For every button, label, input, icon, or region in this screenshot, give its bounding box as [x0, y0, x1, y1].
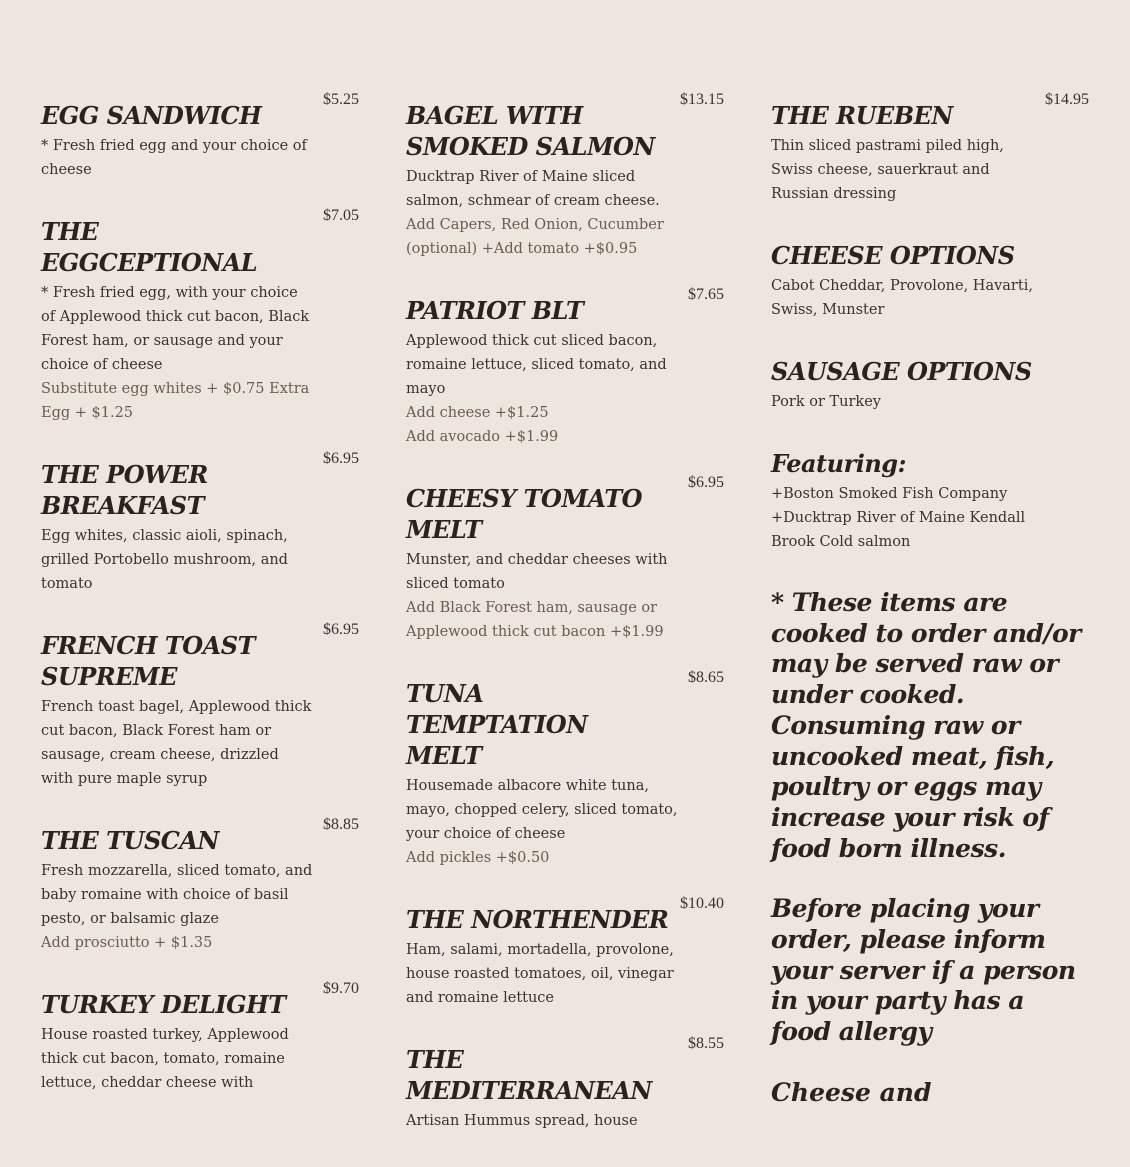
item-name: THE MEDITERRANEAN — [406, 1045, 652, 1105]
menu-item — [41, 91, 359, 182]
item-description: French toast bagel, Applewood thick cut bacon, Black Forest ham or sausage, cream cheese, drizzled with pure maple syrup — [41, 699, 312, 787]
menu-item — [41, 621, 359, 791]
item-name: TUNA TEMPTATION MELT — [406, 679, 588, 770]
item-name: THE POWER BREAKFAST — [41, 460, 208, 520]
item-price: $7.65 — [688, 286, 724, 303]
item-description: * Fresh fried egg and your choice of cheese — [41, 138, 307, 178]
item-price: $13.15 — [680, 91, 724, 108]
allergy-notice: Before placing your order, please inform your server if a person in your party has a food allergy — [771, 894, 1076, 1047]
featuring-title: Featuring: — [771, 449, 906, 478]
item-addon: Substitute egg whites + $0.75 Extra Egg + $1.25 — [41, 381, 310, 421]
raw-food-warning: * These items are cooked to order and/or may be served raw or under cooked. Consuming raw or uncooked meat, fish, poultry or eggs may increase your risk of food born illness. — [771, 588, 1081, 863]
item-description: Thin sliced pastrami piled high, Swiss cheese, sauerkraut and Russian dressing — [771, 138, 1004, 202]
menu-item — [406, 1035, 724, 1133]
menu-item — [41, 980, 359, 1095]
item-name: FRENCH TOAST SUPREME — [41, 631, 255, 691]
item-description: Ducktrap River of Maine sliced salmon, schmear of cream cheese. — [406, 169, 660, 209]
item-addon: Add pickles +$0.50 — [406, 850, 550, 866]
item-addon: Add avocado +$1.99 — [406, 429, 559, 445]
item-description: Housemade albacore white tuna, mayo, chopped celery, sliced tomato, your choice of cheese — [406, 778, 678, 842]
item-addon: Add prosciutto + $1.35 — [41, 935, 213, 951]
menu-item — [41, 450, 359, 596]
item-price: $8.55 — [688, 1035, 724, 1052]
item-name: THE RUEBEN — [771, 101, 953, 130]
item-description: Munster, and cheddar cheeses with sliced tomato — [406, 552, 668, 592]
item-description: Egg whites, classic aioli, spinach, grilled Portobello mushroom, and tomato — [41, 528, 288, 592]
menu-item — [406, 286, 724, 449]
item-name: TURKEY DELIGHT — [41, 990, 286, 1019]
item-description: Applewood thick cut sliced bacon, romaine lettuce, sliced tomato, and mayo — [406, 333, 667, 397]
item-description: Ham, salami, mortadella, provolone, house roasted tomatoes, oil, vinegar and romaine lettuce — [406, 942, 674, 1006]
item-price: $6.95 — [323, 621, 359, 638]
option-description: Cabot Cheddar, Provolone, Havarti, Swiss, Munster — [771, 278, 1033, 318]
item-description: House roasted turkey, Applewood thick cut bacon, tomato, romaine lettuce, cheddar cheese with — [41, 1027, 289, 1091]
item-price: $14.95 — [1045, 91, 1089, 108]
menu-item — [41, 816, 359, 955]
menu-item — [406, 895, 724, 1010]
item-description: Fresh mozzarella, sliced tomato, and baby romaine with choice of basil pesto, or balsamic glaze — [41, 863, 313, 927]
item-name: THE NORTHENDER — [406, 905, 669, 934]
item-name: CHEESY TOMATO MELT — [406, 484, 643, 544]
option-title: CHEESE OPTIONS — [771, 241, 1015, 270]
menu-column-1 — [41, 91, 359, 1129]
item-addon: Add Black Forest ham, sausage or Applewood thick cut bacon +$1.99 — [406, 600, 664, 640]
featuring-description: +Boston Smoked Fish Company +Ducktrap River of Maine Kendall Brook Cold salmon — [771, 486, 1026, 550]
item-addon: Add Capers, Red Onion, Cucumber (optional) +Add tomato +$0.95 — [406, 217, 664, 257]
item-price: $5.25 — [323, 91, 359, 108]
item-description: Artisan Hummus spread, house — [406, 1113, 638, 1129]
option-title: SAUSAGE OPTIONS — [771, 357, 1032, 386]
item-name: PATRIOT BLT — [406, 296, 584, 325]
option-block — [771, 356, 1089, 414]
item-price: $8.85 — [323, 816, 359, 833]
item-price: $8.65 — [688, 669, 724, 686]
item-name: THE TUSCAN — [41, 826, 219, 855]
cut-off-heading: Cheese and — [771, 1077, 932, 1107]
item-name: EGG SANDWICH — [41, 101, 262, 130]
menu-column-2 — [406, 91, 724, 1167]
item-description: * Fresh fried egg, with your choice of Applewood thick cut bacon, Black Forest ham, or sausage and your choice of cheese — [41, 285, 310, 373]
menu-item — [406, 474, 724, 644]
item-price: $9.70 — [323, 980, 359, 997]
menu-item — [406, 91, 724, 261]
item-name: BAGEL WITH SMOKED SALMON — [406, 101, 655, 161]
item-addon: Add cheese +$1.25 — [406, 405, 549, 421]
menu-column-3 — [771, 91, 1089, 1108]
item-price: $6.95 — [688, 474, 724, 491]
item-price: $10.40 — [680, 895, 724, 912]
menu-item — [41, 207, 359, 425]
item-name: THE EGGCEPTIONAL — [41, 217, 258, 277]
menu-item — [406, 669, 724, 870]
menu-item — [771, 91, 1089, 206]
featuring-block — [771, 448, 1089, 554]
option-block — [771, 240, 1089, 322]
option-description: Pork or Turkey — [771, 394, 881, 410]
item-price: $7.05 — [323, 207, 359, 224]
item-price: $6.95 — [323, 450, 359, 467]
